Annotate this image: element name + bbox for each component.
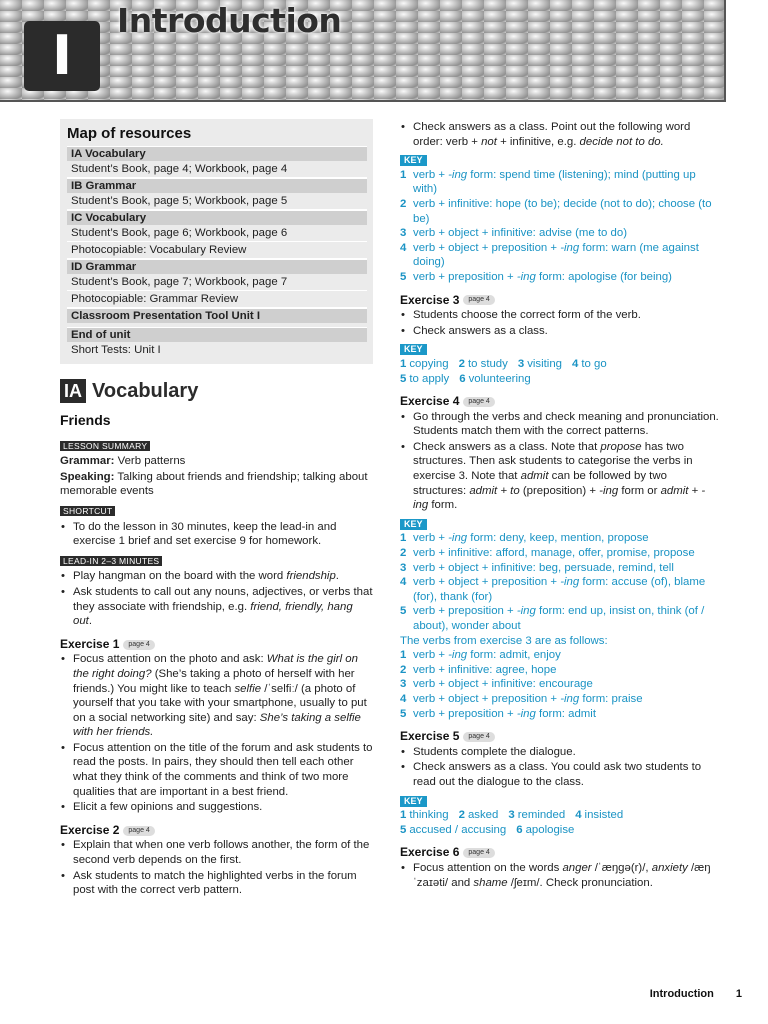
answer-row: 4 verb + object + preposition + -ing form: praise bbox=[400, 692, 643, 705]
exercise-6-bullet: • Focus attention on the words anger /ˈæŋɡə(r)/, anxiety /æŋˈzaɪəti/ and shame /ʃeɪm/. Check pronunciation. bbox=[400, 861, 720, 890]
exercise-1-heading: Exercise 1 page 4 bbox=[60, 637, 373, 652]
exercise-4-bullet: • Go through the verbs and check meaning and pronunciation. Students match them with the correct patterns. bbox=[400, 410, 720, 439]
unit-number-box: I bbox=[24, 21, 100, 91]
exercise-2-answers bbox=[400, 168, 720, 285]
answer-row: 1 verb + -ing form: deny, keep, mention, propose bbox=[400, 532, 649, 545]
answer-row: 3 verb + object + infinitive: encourage bbox=[400, 678, 593, 691]
exercise-1-bullet: • Elicit a few opinions and suggestions. bbox=[60, 800, 373, 815]
map-group-line: Student’s Book, page 7; Workbook, page 7 bbox=[67, 274, 367, 291]
lesson-summary-tag: LESSON SUMMARY bbox=[60, 441, 150, 451]
lead-in-bullet: • Play hangman on the board with the word friendship. bbox=[60, 569, 373, 584]
exercise-6-heading: Exercise 6 page 4 bbox=[400, 845, 720, 860]
exercise-4-bullet: • Check answers as a class. Note that propose has two structures. Then ask students to categorise the verbs in exercise 3. Note that admit can be followed by two structures: admit + to (preposition) + -ing form or admit + -ing form. bbox=[400, 440, 720, 513]
exercise-4-heading: Exercise 4 page 4 bbox=[400, 394, 720, 409]
unit-banner bbox=[0, 0, 726, 102]
answer-row: 4 verb + object + preposition + -ing form: warn (me against doing) bbox=[400, 241, 699, 269]
exercise-2-bullet: • Explain that when one verb follows another, the form of the second verb depends on the first. bbox=[60, 838, 373, 867]
left-column bbox=[60, 119, 373, 899]
exercise-1-bullet: • Focus attention on the title of the forum and ask students to read the posts. In pairs, they should then tell each other what they think of the comments and think of two more qualities that are important in a best friend. bbox=[60, 741, 373, 799]
answer-row: 4 verb + object + preposition + -ing form: accuse (of), blame (for), thank (for) bbox=[400, 576, 706, 603]
map-group-head: IC Vocabulary bbox=[67, 210, 367, 225]
exercise-5-heading: Exercise 5 page 4 bbox=[400, 729, 720, 744]
exercise-3-bullet: • Students choose the correct form of the verb. bbox=[400, 308, 720, 323]
answer-row: 2 verb + infinitive: agree, hope bbox=[400, 663, 557, 676]
answer-row: 5 verb + preposition + -ing form: end up, insist on, think (of / about), wonder about bbox=[400, 605, 705, 632]
lead-in-bullet: • Ask students to call out any nouns, adjectives, or verbs that they associate with friendship, e.g. friend, friendly, hang out. bbox=[60, 585, 373, 629]
answer-row: 1 verb + -ing form: spend time (listening); mind (putting up with) bbox=[400, 168, 696, 196]
answer-row: 3 verb + object + infinitive: beg, persuade, remind, tell bbox=[400, 561, 674, 574]
map-group-line: Student’s Book, page 6; Workbook, page 6 bbox=[67, 225, 367, 242]
map-group-line: Photocopiable: Grammar Review bbox=[67, 291, 367, 308]
answer-row: 5 verb + preposition + -ing form: apologise (for being) bbox=[400, 270, 672, 283]
section-title bbox=[60, 378, 373, 404]
page-badge: page 4 bbox=[463, 848, 494, 858]
map-group-line: Short Tests: Unit I bbox=[71, 344, 161, 356]
grammar-line: Grammar: Verb patterns bbox=[60, 455, 186, 468]
page-badge: page 4 bbox=[123, 640, 154, 650]
exercise-3-bullet: • Check answers as a class. bbox=[400, 324, 720, 339]
answer-row: 5 verb + preposition + -ing form: admit bbox=[400, 707, 596, 720]
map-group-line: Photocopiable: Vocabulary Review bbox=[67, 242, 367, 259]
exercise-5-answers: 1 thinking 2 asked 3 reminded 4 insisted 5 accused / accusing 6 apologise bbox=[400, 809, 624, 836]
shortcut-tag: SHORTCUT bbox=[60, 506, 115, 516]
page-badge: page 4 bbox=[463, 397, 494, 407]
page-number: 1 bbox=[735, 988, 742, 1000]
exercise-2-bullet: • Check answers as a class. Point out the following word order: verb + not + infinitive, e.g. decide not to do. bbox=[400, 120, 720, 149]
exercise-3-answers: 1 copying 2 to study 3 visiting 4 to go 5 to apply 6 volunteering bbox=[400, 357, 607, 385]
exercise-1-bullet: • Focus attention on the photo and ask: What is the girl on the right doing? (She’s taking a photo of herself with her friends.) You might like to teach selfie /ˈselfiː/ (a photo of yourself that you take with your smartphone, usually to put on a social networking site) and say: She’s taking a selfie with her friends. bbox=[60, 652, 373, 740]
exercise-2-heading: Exercise 2 page 4 bbox=[60, 823, 373, 838]
map-group-head: Classroom Presentation Tool Unit I bbox=[67, 308, 367, 323]
page-footer bbox=[650, 987, 742, 1002]
lesson-subtitle: Friends bbox=[60, 412, 111, 428]
exercise-5-bullet: • Students complete the dialogue. bbox=[400, 745, 720, 760]
answer-row: 2 verb + infinitive: afford, manage, offer, promise, propose bbox=[400, 547, 695, 560]
answer-row: 1 verb + -ing form: admit, enjoy bbox=[400, 649, 561, 662]
key-badge: KEY bbox=[400, 344, 427, 355]
map-group-head: ID Grammar bbox=[67, 259, 367, 274]
exercise-5-bullet: • Check answers as a class. You could ask two students to read out the dialogue to the class. bbox=[400, 760, 720, 789]
page-badge: page 4 bbox=[123, 826, 154, 836]
page-badge: page 4 bbox=[463, 732, 494, 742]
footer-label: Introduction bbox=[649, 988, 714, 1000]
answer-row: 3 verb + object + infinitive: advise (me to do) bbox=[400, 227, 627, 240]
key-badge: KEY bbox=[400, 155, 427, 166]
map-of-resources bbox=[60, 119, 373, 364]
section-name: Vocabulary bbox=[92, 379, 199, 402]
map-title: Map of resources bbox=[67, 125, 192, 142]
speaking-line: Speaking: Talking about friends and friendship; talking about memorable events bbox=[60, 470, 368, 498]
unit-title: Introduction bbox=[117, 1, 342, 40]
map-group-head: IB Grammar bbox=[67, 178, 367, 193]
key-badge: KEY bbox=[400, 519, 427, 530]
answer-note: The verbs from exercise 3 are as follows: bbox=[400, 634, 608, 647]
map-group-head: End of unit bbox=[67, 327, 367, 342]
shortcut-bullet: • To do the lesson in 30 minutes, keep the lead-in and exercise 1 brief and set exercise 9 for homework. bbox=[60, 520, 373, 549]
map-group-line: Student’s Book, page 4; Workbook, page 4 bbox=[67, 161, 367, 178]
exercise-4-answers bbox=[400, 531, 720, 721]
exercise-2-bullet: • Ask students to match the highlighted verbs in the forum post with the correct verb pattern. bbox=[60, 869, 373, 898]
answer-row: 2 verb + infinitive: hope (to be); decide (not to do); choose (to be) bbox=[400, 197, 712, 225]
right-column bbox=[400, 119, 720, 891]
key-badge: KEY bbox=[400, 796, 427, 807]
page-badge: page 4 bbox=[463, 295, 494, 305]
lead-in-tag: LEAD-IN 2–3 MINUTES bbox=[60, 556, 162, 566]
exercise-3-heading: Exercise 3 page 4 bbox=[400, 293, 720, 308]
map-group-line: Student’s Book, page 5; Workbook, page 5 bbox=[67, 193, 367, 210]
section-box: IA bbox=[60, 379, 86, 403]
map-group-head: IA Vocabulary bbox=[67, 146, 367, 161]
